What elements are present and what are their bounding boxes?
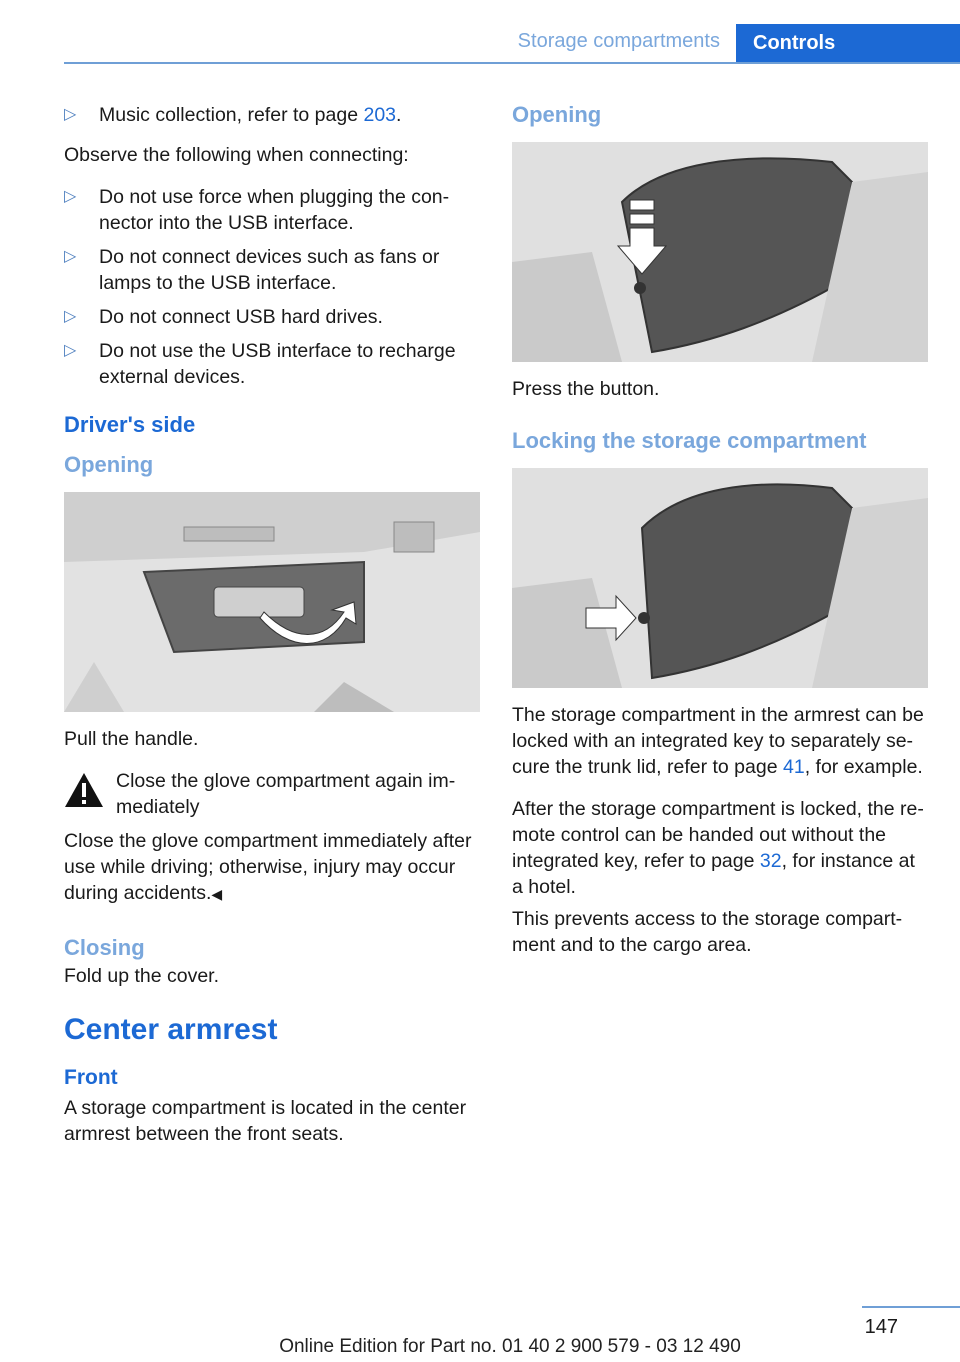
press-button-text: Press the button. (512, 378, 660, 400)
page-link-32[interactable]: 32 (759, 850, 782, 872)
prevents-text: This prevents access to the storage compart‐ment and to the cargo area. (512, 908, 903, 956)
top-bullet-list (64, 102, 482, 128)
end-mark-icon: ◀ (211, 886, 223, 902)
triangle-bullet-icon: ▷ (64, 106, 77, 123)
glove-compartment-figure (64, 492, 480, 712)
edition-text: Online Edition for Part no. 01 40 2 900 579 - 03 12 490 (279, 1336, 741, 1357)
triangle-bullet-icon: ▷ (64, 342, 77, 359)
page-number: 147 (864, 1316, 898, 1338)
page-link-203[interactable]: 203 (363, 104, 397, 126)
heading-center-armrest: Center armrest (64, 1013, 278, 1046)
front-text: A storage compartment is located in the center armrest between the front seats. (64, 1097, 467, 1145)
observe-text: Observe the following when connecting: (64, 144, 409, 166)
warning-title: Close the glove compartment again im‐mediately (116, 770, 456, 818)
heading-opening-left: Opening (64, 452, 154, 477)
armrest-opening-figure (512, 142, 928, 362)
list-item: ▷ Do not connect devices such as fans or lamps to the USB interface. (64, 246, 440, 294)
triangle-bullet-icon: ▷ (64, 308, 77, 325)
armrest-locking-figure (512, 468, 928, 688)
locked-text: The storage compartment in the armrest can be locked with an integrated key to separately se‐cure the trunk lid, refer to page 41, for example. (512, 704, 924, 778)
triangle-bullet-icon: ▷ (64, 188, 77, 205)
header-section-title: Storage compartments (517, 30, 720, 52)
warning-triangle-icon (64, 772, 104, 808)
list-item: ▷ Do not connect USB hard drives. (64, 306, 383, 328)
page-link-41[interactable]: 41 (783, 756, 805, 778)
triangle-bullet-icon: ▷ (64, 248, 77, 265)
footer-rule (862, 1306, 960, 1308)
header-rule (64, 62, 960, 64)
fold-cover-text: Fold up the cover. (64, 965, 220, 987)
after-locked-text: After the storage compartment is locked, the re‐mote control can be handed out without the integrated key, refer to page 32, for instance at a hotel. (512, 798, 924, 898)
connect-bullet-list (64, 184, 482, 390)
list-item: ▷ Music collection, refer to page 203. (64, 104, 402, 126)
list-item: ▷ Do not use force when plugging the con‐nector into the USB interface. (64, 186, 450, 234)
heading-drivers-side: Driver's side (64, 412, 196, 437)
warning-block (64, 768, 482, 820)
left-column (64, 102, 482, 1163)
heading-locking: Locking the storage compartment (512, 428, 867, 453)
heading-front: Front (64, 1066, 118, 1089)
header-tab-label: Controls (753, 31, 836, 54)
header-tab-controls (736, 24, 960, 62)
heading-opening-right: Opening (512, 102, 602, 127)
warning-body: Close the glove compartment immediately after use while driving; otherwise, injury may occur during accidents.◀ (64, 830, 472, 904)
heading-closing: Closing (64, 935, 145, 960)
pull-handle-text: Pull the handle. (64, 728, 199, 750)
right-column (512, 102, 930, 974)
list-item: ▷ Do not use the USB interface to recharge external devices. (64, 340, 456, 388)
